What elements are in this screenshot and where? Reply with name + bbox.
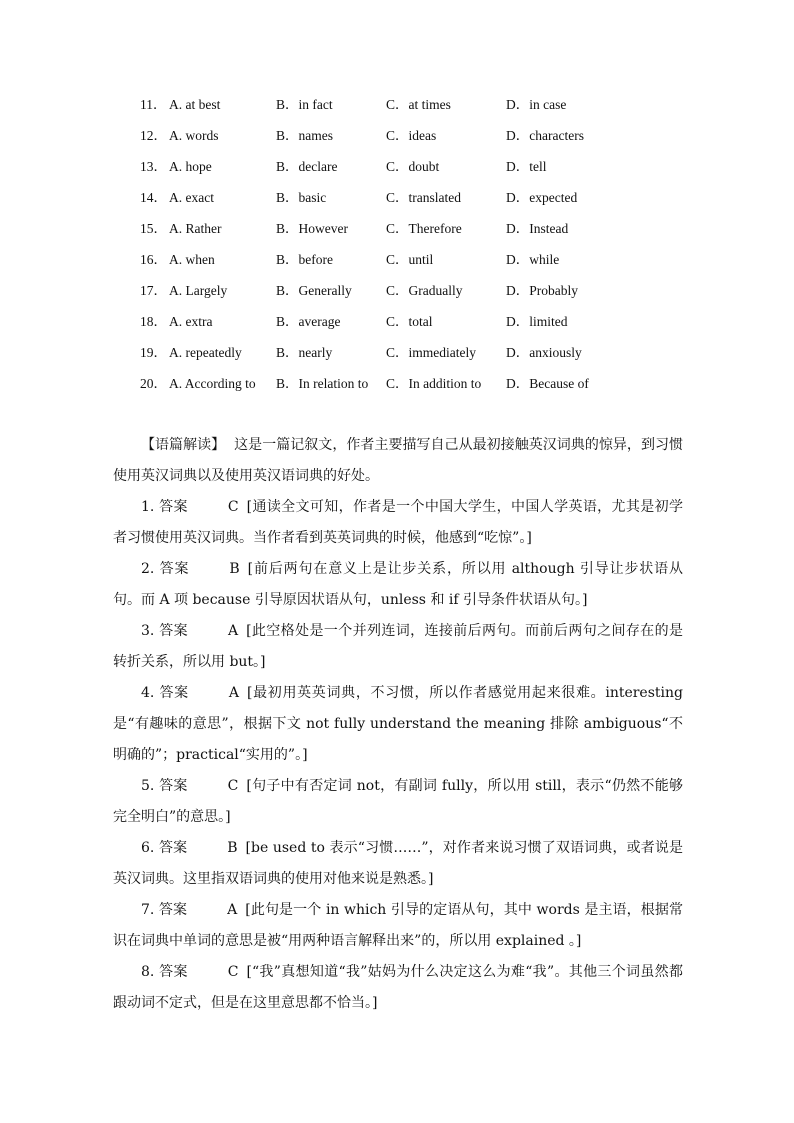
- option-d: D．in case: [506, 97, 567, 112]
- answer-explanation: [前后两句在意义上是让步关系，所以用 although 引导让步状语从句。而 A 项 because 引导原因状语从句，unless 和 if 引导条件状语从句。]: [113, 561, 683, 608]
- option-a: A. words: [169, 128, 219, 143]
- answer-explanation: [“我”真想知道“我”姑妈为什么决定这么为难“我”。其他三个词虽然都跟动词不定式，但是在这里意思都不恰当。]: [113, 964, 684, 1011]
- question-number: 19．: [140, 345, 167, 360]
- question-number: 15．: [140, 221, 167, 236]
- option-d: D．characters: [506, 128, 584, 143]
- option-b: B．names: [276, 128, 333, 143]
- answer-letter: A: [227, 623, 239, 639]
- option-row: [140, 94, 700, 125]
- answer-item: [113, 833, 683, 895]
- question-number: 18．: [140, 314, 167, 329]
- option-b: B．before: [276, 252, 333, 267]
- passage-summary: [113, 430, 683, 492]
- option-c: C．In addition to: [386, 376, 482, 391]
- option-c: C．immediately: [386, 345, 476, 360]
- option-b: B．in fact: [276, 97, 333, 112]
- question-number: 17．: [140, 283, 167, 298]
- option-d: D．tell: [506, 159, 547, 174]
- answer-explanation: [最初用英英词典，不习惯，所以作者感觉用起来很难。interesting 是“有趣味的意思”，根据下文 not fully understand the meaning 排除 ambiguous“不明确的”；practical“实用的”。]: [113, 685, 683, 763]
- option-a: A. Largely: [169, 283, 228, 298]
- answer-explanation: [此空格处是一个并列连词，连接前后两句。而前后两句之间存在的是转折关系，所以用 but。]: [113, 623, 683, 670]
- explanation-section: [113, 430, 683, 1019]
- option-c: C．doubt: [386, 159, 440, 174]
- answer-number: 3. 答案: [141, 623, 188, 639]
- summary-text: 这是一篇记叙文，作者主要描写自己从最初接触英汉词典的惊异，到习惯使用英汉词典以及使用英汉语词典的好处。: [113, 437, 684, 484]
- option-row: [140, 311, 700, 342]
- option-b: B．nearly: [276, 345, 333, 360]
- answer-letter: B: [229, 561, 240, 577]
- option-b: B．Generally: [276, 283, 352, 298]
- option-d: D．expected: [506, 190, 578, 205]
- option-d: D．Probably: [506, 283, 578, 298]
- option-row: [140, 125, 700, 156]
- answer-number: 5. 答案: [141, 778, 188, 794]
- answer-number: 7. 答案: [141, 902, 188, 918]
- option-c: C．Therefore: [386, 221, 462, 236]
- option-a: A. According to: [169, 376, 256, 391]
- answer-item: [113, 554, 683, 616]
- option-row: [140, 187, 700, 218]
- answer-number: 4. 答案: [141, 685, 189, 701]
- option-b: B．declare: [276, 159, 338, 174]
- answer-letter: A: [228, 685, 239, 701]
- answer-letter: A: [227, 902, 238, 918]
- option-row: [140, 373, 700, 404]
- answer-item: [113, 895, 683, 957]
- answer-number: 6. 答案: [141, 840, 188, 856]
- options-list: [140, 94, 700, 404]
- answer-letter: C: [227, 499, 239, 515]
- question-number: 12．: [140, 128, 167, 143]
- option-a: A. exact: [169, 190, 214, 205]
- option-b: B．average: [276, 314, 341, 329]
- option-c: C．Gradually: [386, 283, 463, 298]
- option-row: [140, 280, 700, 311]
- question-number: 16．: [140, 252, 167, 267]
- option-a: A. when: [169, 252, 215, 267]
- answer-letter: B: [227, 840, 238, 856]
- question-number: 13．: [140, 159, 167, 174]
- answer-number: 1. 答案: [141, 499, 188, 515]
- summary-label: 【语篇解读】: [141, 437, 226, 453]
- answer-letter: C: [227, 778, 239, 794]
- option-d: D．Because of: [506, 376, 589, 391]
- answer-item: [113, 771, 683, 833]
- answer-explanation: [句子中有否定词 not，有副词 fully，所以用 still，表示“仍然不能够完全明白”的意思。]: [113, 778, 683, 825]
- option-c: C．at times: [386, 97, 451, 112]
- answer-item: [113, 678, 683, 771]
- option-b: B．However: [276, 221, 348, 236]
- answer-item: [113, 616, 683, 678]
- option-b: B．In relation to: [276, 376, 369, 391]
- option-a: A. hope: [169, 159, 212, 174]
- option-row: [140, 249, 700, 280]
- option-d: D．Instead: [506, 221, 569, 236]
- answer-number: 2. 答案: [141, 561, 190, 577]
- answer-explanation: [通读全文可知，作者是一个中国大学生，中国人学英语，尤其是初学者习惯使用英汉词典。当作者看到英英词典的时候，他感到“吃惊”。]: [113, 499, 683, 546]
- option-d: D．while: [506, 252, 560, 267]
- question-number: 11．: [140, 97, 167, 112]
- answer-item: [113, 957, 683, 1019]
- question-number: 14．: [140, 190, 167, 205]
- option-b: B．basic: [276, 190, 327, 205]
- answer-number: 8. 答案: [141, 964, 188, 980]
- option-row: [140, 156, 700, 187]
- option-d: D．anxiously: [506, 345, 582, 360]
- option-a: A. repeatedly: [169, 345, 242, 360]
- option-row: [140, 218, 700, 249]
- option-a: A. extra: [169, 314, 213, 329]
- option-a: A. at best: [169, 97, 221, 112]
- answer-item: [113, 492, 683, 554]
- option-d: D．limited: [506, 314, 568, 329]
- option-a: A. Rather: [169, 221, 222, 236]
- option-row: [140, 342, 700, 373]
- answer-explanation: [此句是一个 in which 引导的定语从句，其中 words 是主语，根据常识在词典中单词的意思是被“用两种语言解释出来”的，所以用 explained 。]: [113, 902, 683, 949]
- option-c: C．total: [386, 314, 433, 329]
- answer-letter: C: [227, 964, 239, 980]
- option-c: C．translated: [386, 190, 461, 205]
- answer-explanation: [be used to 表示“习惯……”，对作者来说习惯了双语词典，或者说是英汉词典。这里指双语词典的使用对他来说是熟悉。]: [113, 840, 683, 887]
- option-c: C．ideas: [386, 128, 437, 143]
- question-number: 20．: [140, 376, 167, 391]
- option-c: C．until: [386, 252, 434, 267]
